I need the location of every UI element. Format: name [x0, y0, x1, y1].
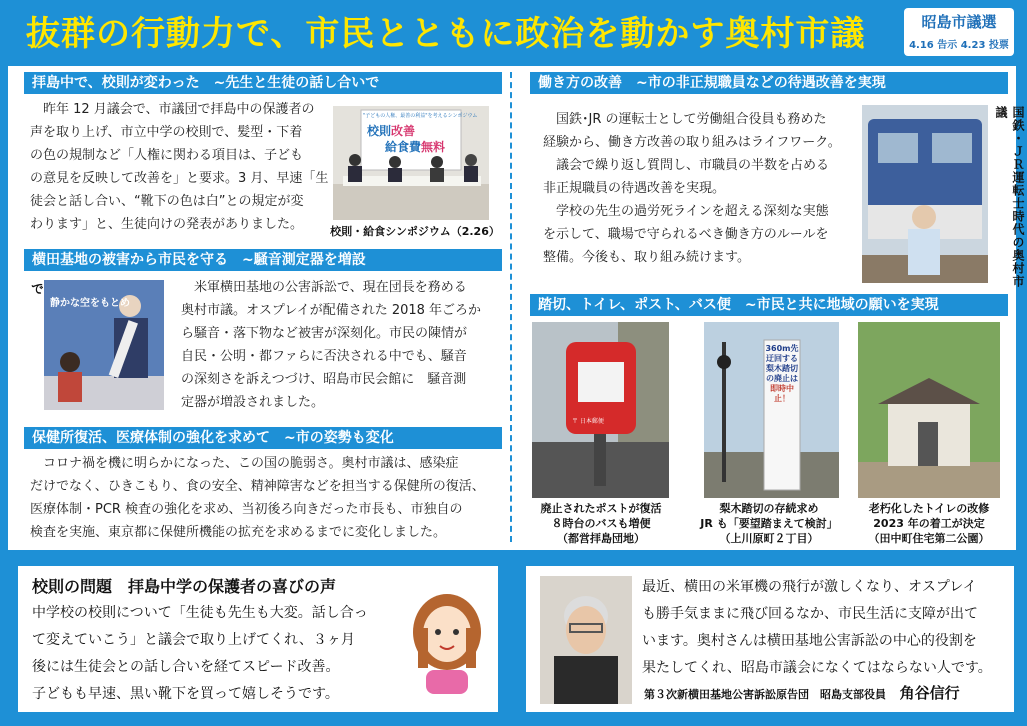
- text-line: 医療体制・PCR 検査の強化を求め、当初後ろ向きだった市長も、市独自の: [30, 502, 463, 517]
- caption-line: （都営拝島団地）: [557, 532, 645, 545]
- badge-dates: 4.16 告示 4.23 投票: [909, 40, 1009, 51]
- text-line: だけでなく、ひきこもり、食の安全、精神障害などを担当する保健所の復活、: [30, 479, 485, 494]
- supporter-photo: [540, 576, 632, 704]
- wish-caption-crossing: [686, 501, 852, 546]
- symposium-photo: [333, 106, 489, 220]
- text-line: 奥村市議。オスプレイが配備された 2018 年ごろか: [181, 303, 482, 318]
- text-line: 議会で繰り返し質問し、市職員の半数を占める: [543, 158, 830, 173]
- banner-lunch: [385, 138, 445, 155]
- text-line: 声を取り上げ、市立中学の校則で、髪型・下着: [30, 125, 303, 140]
- section-title-work: 働き方の改善 ~市の非正規職員などの待遇改善を実現: [530, 72, 1008, 94]
- symposium-caption: 校則・給食シンポジウム（2.26）: [330, 225, 500, 238]
- parent-illustration: [404, 584, 490, 694]
- wish-caption-postbox: [528, 501, 674, 546]
- train-illustration: [862, 105, 988, 283]
- text-line: 最近、横田の米軍機の飛行が激しくなり、オスプレイ: [642, 579, 977, 595]
- sign-line: 迂回する梨木踏切の廃止は: [766, 354, 798, 383]
- text-line: 定器が増設されました。: [181, 395, 325, 410]
- sign-line: 即時中止！: [770, 384, 794, 403]
- text-line: 整備。今後も、取り組み続けます。: [543, 250, 750, 265]
- text-line: 徒会と話し合い、“靴下の色は白”との規定が変: [30, 194, 304, 209]
- parent-voice-title: 校則の問題 拝島中学の保護者の喜びの声: [32, 577, 337, 596]
- text-line: 昨年 12 月議会で、市議団で拝島中の保護者の: [30, 102, 315, 117]
- train-photo: [862, 105, 988, 283]
- text-line: も勝手気ままに飛び回るなか、市民生活に支障が出て: [642, 606, 978, 622]
- base-text: [181, 276, 501, 414]
- crossing-sign: [764, 344, 800, 404]
- text-line: 中学校の校則について「生徒も先生も大変。話し合っ: [32, 605, 368, 621]
- sign-line: 360m先: [765, 344, 799, 353]
- base-vertical-label: で: [28, 282, 43, 296]
- text-line: ら騒音・落下物など被害が深刻化。市民の陳情が: [181, 326, 468, 341]
- base-photo: [44, 280, 164, 410]
- banner-word: 校則: [367, 124, 392, 138]
- header: [0, 0, 1024, 64]
- text-line: コロナ禍を機に明らかになった、この国の脆弱さ。奥村市議は、感染症: [30, 456, 459, 471]
- election-badge: [904, 8, 1014, 56]
- crossing-photo: [704, 322, 839, 498]
- health-text: [30, 452, 500, 544]
- text-line: の深刻さを訴えつづけ、昭島市民会館に 騒音測: [181, 372, 467, 387]
- text-line: わります」と、生徒向けの発表がありました。: [30, 217, 304, 232]
- caption-line: 梨木踏切の存続求め: [719, 502, 819, 515]
- train-vertical-label: 国鉄・ＪＲ運転士時代の奥村市議: [994, 106, 1025, 288]
- text-line: います。奥村さんは横田基地公害訴訟の中心的役割を: [642, 633, 977, 649]
- school-text: [30, 98, 330, 236]
- main-title: 抜群の行動力で、市民とともに政治を動かす奥村市議: [26, 14, 866, 54]
- text-line: 自民・公明・都ファらに否決される中でも、騒音: [181, 349, 467, 364]
- text-line: 子どもも早速、黒い靴下を買って嬉しそうです。: [32, 686, 339, 702]
- banner-school: [367, 122, 415, 139]
- section-title-health: 保健所復活、医療体制の強化を求めて ~市の姿勢も変化: [24, 427, 502, 449]
- text-line: を示して、職場で守られるべき働き方のルールを: [543, 227, 829, 242]
- section-title-school: 拝島中で、校則が変わった ~先生と生徒の話し合いで: [24, 72, 502, 94]
- postbox-photo: [532, 322, 669, 498]
- text-line: 学校の先生の過労死ラインを超える深刻な実態: [543, 204, 829, 219]
- caption-line: 廃止されたポストが復活: [540, 502, 662, 515]
- postbox-illustration: [532, 322, 669, 498]
- wish-caption-toilet: [854, 501, 1004, 546]
- text-line: 米軍横田基地の公害訴訟で、現在団長を務める: [181, 280, 467, 295]
- text-line: の意見を反映して改善を」と要求。3 月、早速「生: [30, 171, 329, 186]
- badge-title: 昭島市議選: [921, 13, 997, 31]
- supporter-voice-panel: [526, 566, 1014, 712]
- column-divider: [510, 72, 512, 542]
- caption-line: ８時台のバスも増便: [551, 517, 651, 530]
- section-title-wishes: 踏切、トイレ、ポスト、バス便 ~市民と共に地域の願いを実現: [530, 294, 1008, 316]
- parent-voice-panel: [18, 566, 498, 712]
- rally-banner: 静かな空をもとめ: [50, 298, 130, 309]
- banner-word: 給食費: [385, 140, 422, 154]
- toilet-photo: [858, 322, 1000, 498]
- text-line: 検査を実施、東京都に保健所機能の拡充を求めるまでに変化しました。: [30, 525, 447, 540]
- signature-name: 角谷信行: [899, 684, 960, 702]
- parent-voice-text: [32, 600, 412, 708]
- caption-line: JR も「要望踏まえて検討」: [700, 517, 838, 530]
- text-line: 国鉄･JR の運転士として労働組合役員も務めた: [543, 112, 827, 127]
- caption-line: 老朽化したトイレの改修: [868, 502, 990, 515]
- banner-word: 無料: [421, 140, 446, 154]
- work-text: [543, 108, 858, 269]
- banner-small: "子どもの人権、最善の利益"を考えるシンポジウム: [363, 113, 478, 119]
- supporter-illustration: [540, 576, 632, 704]
- supporter-signature: [644, 682, 960, 703]
- caption-line: （田中町住宅第二公園）: [868, 532, 990, 545]
- toilet-illustration: [858, 322, 1000, 498]
- text-line: 経験から、働き方改善の取り組みはライフワーク。: [543, 135, 841, 150]
- caption-line: （上川原町２丁目）: [719, 532, 819, 545]
- section-title-base: 横田基地の被害から市民を守る ~騒音測定器を増設: [24, 249, 502, 271]
- banner-word: 改善: [391, 124, 416, 138]
- text-line: 後には生徒会との話し合いを経てスピード改善。: [32, 659, 340, 675]
- text-line: 非正規職員の待遇改善を実現。: [543, 181, 726, 196]
- caption-line: 2023 年の着工が決定: [873, 517, 985, 530]
- text-line: 果たしてくれ、昭島市議会になくてはならない人です。: [642, 660, 992, 676]
- postbox-mark: 〒 日本郵便: [572, 418, 604, 425]
- text-line: て変えていこう」と議会で取り上げてくれ、３ヶ月: [32, 632, 355, 648]
- supporter-text: [642, 574, 1012, 682]
- signature-org: 第３次新横田基地公害訴訟原告団 昭島支部役員: [644, 688, 886, 701]
- text-line: の色の規制など「人権に関わる項目は、子ども: [30, 148, 304, 163]
